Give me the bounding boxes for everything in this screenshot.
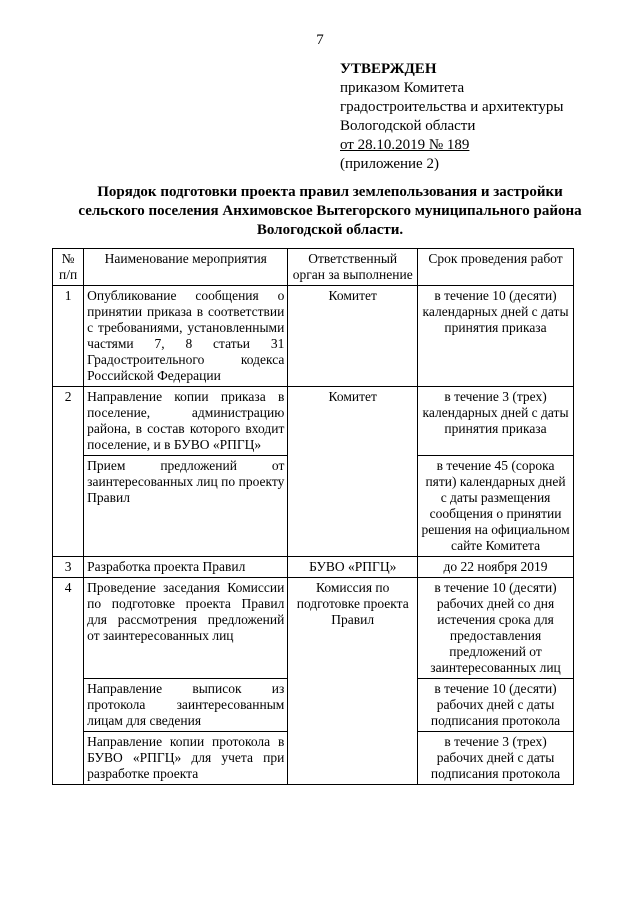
row-org: Комиссия по подготовке проекта Правил [288,578,418,785]
row-num: 1 [53,286,84,387]
table-row [53,286,574,387]
row-name: Разработка проекта Правил [84,557,288,578]
document-title-line: Вологодской области. [256,222,404,238]
row-num: 4 [53,578,84,785]
approval-line: приказом Комитета [340,80,465,96]
table-row [53,557,574,578]
table-row [53,387,574,456]
approval-title: УТВЕРЖДЕН [340,61,437,77]
row-name: Прием предложений от заинтересованных лиц по проекту Правил [84,456,288,557]
row-name: Направление копии приказа в поселение, администрацию района, в состав которого входит поселение, и в БУВО «РПГЦ» [84,387,288,456]
row-name: Направление копии протокола в БУВО «РПГЦ» для учета при разработке проекта [84,732,288,785]
row-org: БУВО «РПГЦ» [288,557,418,578]
document-title-line: сельского поселения Анхимовское Вытегорского муниципального района [78,203,582,219]
document-title-line: Порядок подготовки проекта правил землепользования и застройки [97,184,563,200]
row-name: Направление выписок из протокола заинтересованным лицам для сведения [84,679,288,732]
row-term: в течение 10 (десяти) рабочих дней с даты подписания протокола [418,679,574,732]
page-number: 7 [316,32,324,48]
schedule-table [52,248,574,785]
approval-line: градостроительства и архитектуры [340,99,564,115]
approval-block [340,60,620,174]
row-org: Комитет [288,387,418,557]
row-org: Комитет [288,286,418,387]
approval-appendix: (приложение 2) [340,156,439,172]
row-term: в течение 3 (трех) календарных дней с даты принятия приказа [418,387,574,456]
row-term: в течение 3 (трех) рабочих дней с даты подписания протокола [418,732,574,785]
approval-line: Вологодской области [340,118,476,134]
row-num: 2 [53,387,84,557]
row-num: 3 [53,557,84,578]
approval-order-number: от 28.10.2019 № 189 [340,137,470,153]
row-term: в течение 45 (сорока пяти) календарных дней с даты размещения сообщения о принятии решения на официальном сайте Комитета [418,456,574,557]
header-num: № п/п [53,249,84,286]
row-term: в течение 10 (десяти) рабочих дней со дня истечения срока для предоставления предложений от заинтересованных лиц [418,578,574,679]
header-term: Срок проведения работ [418,249,574,286]
row-term: в течение 10 (десяти) календарных дней с даты принятия приказа [418,286,574,387]
document-title [50,183,610,240]
row-name: Опубликование сообщения о принятии приказа в соответствии с требованиями, установленными частями 7, 8 статьи 31 Градостроительного кодекса Российской Федерации [84,286,288,387]
row-name: Проведение заседания Комиссии по подготовке проекта Правил для рассмотрения предложений от заинтересованных лиц [84,578,288,679]
header-org: Ответственный орган за выполнение [288,249,418,286]
table-row [53,578,574,679]
table-header-row [53,249,574,286]
row-term: до 22 ноября 2019 [418,557,574,578]
header-name: Наименование мероприятия [84,249,288,286]
